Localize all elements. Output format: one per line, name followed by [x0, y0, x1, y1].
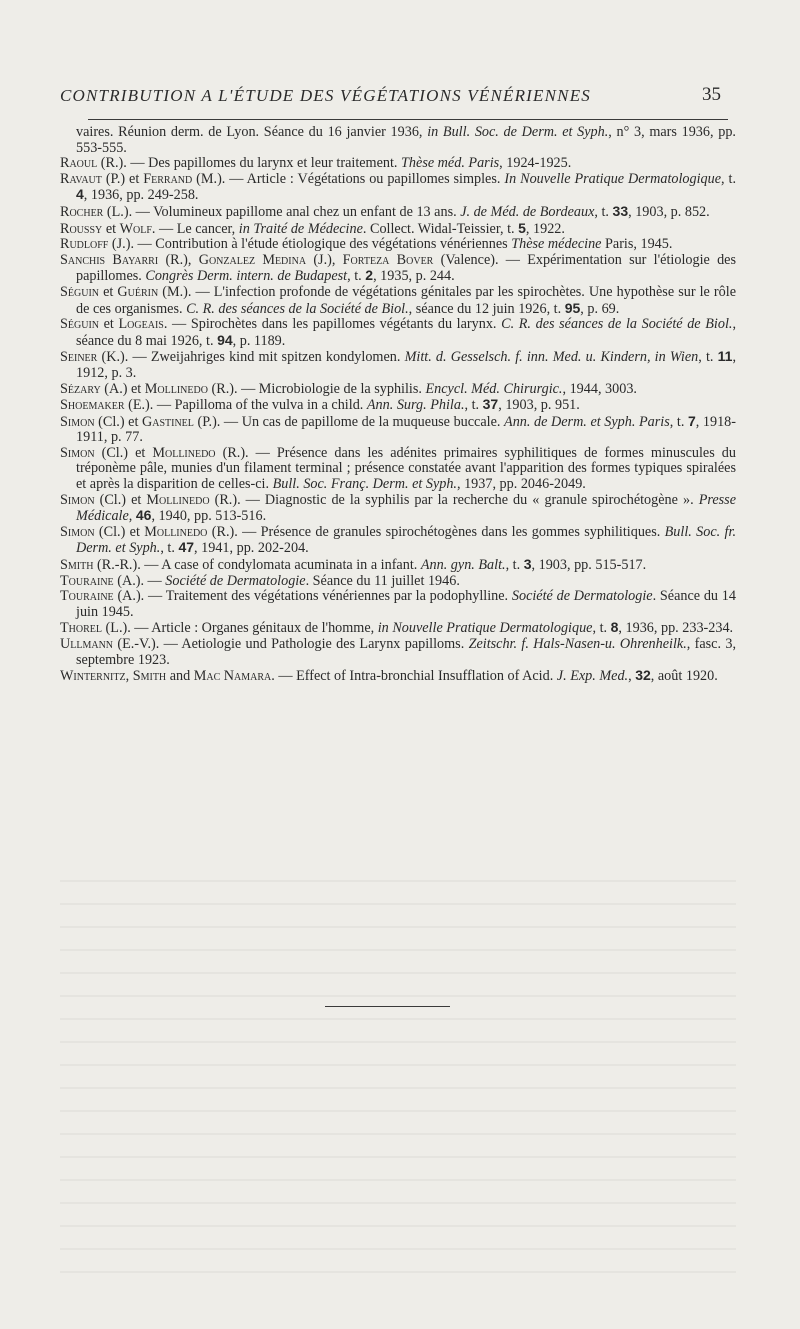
citation-text: (P.). — Un cas de papillome de la muqueuse buccale. [193, 413, 505, 430]
citation-text: , séance du 12 juin 1926, t. [408, 300, 565, 317]
citation-text: , 1944, 3003. [562, 380, 637, 397]
citation-text: . — Spirochètes dans les papillomes végétants du larynx. [163, 316, 502, 333]
reference-entry [60, 156, 736, 172]
citation-text: (Cl.) et [94, 491, 147, 508]
author-name: Shoemaker [60, 397, 125, 414]
citation-text: , 1903, pp. 515-517. [531, 557, 647, 574]
reference-entry [60, 349, 736, 381]
citation-text: et [102, 220, 120, 237]
bleed-through-texture [60, 880, 736, 1280]
volume-number: 94 [217, 331, 233, 348]
author-name: Winternitz [60, 668, 126, 685]
citation-text: , p. 69. [580, 300, 620, 317]
bibliography-list [60, 125, 736, 685]
publication-title: Bull. Soc. Franç. Derm. et Syph. [272, 476, 457, 493]
citation-text: , 1903, p. 852. [628, 203, 710, 220]
publication-title: Société de Dermatologie [511, 588, 653, 605]
author-name: Ullmann [60, 636, 114, 652]
author-name: Séguin [60, 316, 99, 333]
citation-text: (A.) et [100, 380, 145, 397]
publication-title: Ann. de Derm. et Syph. Paris [504, 413, 670, 430]
citation-text: (Cl.) et [94, 523, 145, 540]
volume-number: 7 [687, 412, 696, 429]
publication-title: Thèse méd. Paris [401, 155, 500, 172]
author-name: Ferrand [143, 170, 193, 187]
citation-text: (M.). — Article : Végétations ou papillomes simples. [192, 170, 505, 187]
author-name: Touraine [60, 572, 114, 589]
citation-text: (J.). — Contribution à l'étude étiologique des végétations vénériennes [108, 236, 512, 253]
citation-text: , t. [698, 349, 718, 366]
citation-text: , fasc. 3, septembre 1923. [76, 636, 736, 668]
citation-text: (R.). — Présence de granules spirochétogènes dans les gommes syphilitiques. [207, 523, 665, 540]
citation-text: , t. [464, 397, 483, 414]
author-name: Rudloff [60, 236, 109, 253]
author-name: Smith [60, 557, 94, 574]
citation-text: , 1941, pp. 202-204. [194, 540, 309, 557]
author-name: Raoul [60, 155, 98, 172]
header-rule [88, 119, 728, 120]
citation-text: (R.), [158, 251, 199, 268]
running-head-title: CONTRIBUTION A L'ÉTUDE DES VÉGÉTATIONS VÉNÉRIENNES [60, 86, 591, 105]
reference-entry [60, 221, 736, 238]
citation-text: (A.). — Traitement des végétations vénériennes par la podophylline. [113, 588, 512, 605]
citation-text: , [125, 668, 133, 685]
citation-text: (Cl.) et [94, 413, 142, 430]
author-name: Roussy [60, 220, 103, 237]
volume-number: 32 [635, 667, 651, 684]
author-name: Gonzalez Medina [198, 251, 307, 268]
citation-text: , p. 1189. [232, 332, 286, 349]
citation-text: . Séance du 11 juillet 1946. [305, 572, 460, 589]
volume-number: 4 [76, 186, 84, 203]
volume-number: 46 [135, 507, 152, 524]
citation-text: , t. [721, 170, 736, 187]
publication-title: Presse Médicale [76, 491, 737, 525]
citation-text: (Cl.) et [94, 444, 153, 461]
author-name: Mollinedo [144, 380, 208, 397]
author-name: Rocher [60, 203, 104, 220]
author-name: Simon [60, 413, 95, 430]
author-name: Simon [60, 491, 95, 508]
publication-title: Encycl. Méd. Chirurgic. [425, 380, 563, 397]
publication-title: C. R. des séances de la Société de Biol. [501, 316, 733, 333]
citation-text: , [128, 508, 136, 525]
reference-entry [60, 525, 736, 557]
author-name: Logeais [118, 316, 164, 333]
citation-text: vaires. Réunion derm. de Lyon. Séance du 16 janvier 1936, [76, 124, 428, 140]
citation-text: , [628, 668, 636, 685]
reference-entry [60, 557, 736, 574]
citation-text: et [99, 283, 118, 300]
author-name: Sanchis Bayarri [60, 251, 159, 268]
author-name: Simon [60, 444, 95, 461]
citation-text: , 1936, pp. 233-234. [618, 620, 734, 637]
citation-text: , t. [592, 620, 611, 637]
publication-title: Thèse médecine [511, 236, 602, 253]
publication-title: Mitt. d. Gesselsch. f. inn. Med. u. Kindern, in Wien [404, 349, 699, 366]
publication-title: in Bull. Soc. de Derm. et Syph. [427, 124, 609, 140]
citation-text: , t. [505, 557, 524, 574]
publication-title: Société de Dermatologie [165, 572, 306, 589]
citation-text: . — Effect of Intra-bronchial Insufflation of Acid. [271, 668, 557, 685]
end-rule [325, 1006, 450, 1007]
citation-text: , séance du 8 mai 1926, t. [76, 316, 736, 349]
reference-entry [60, 414, 736, 446]
publication-title: J. Exp. Med. [556, 668, 629, 685]
citation-text: (R.). — Présence dans les adénites primaires syphilitiques de formes minuscules du tréponème pâle, munies d'un filament terminal ; présence constatée avant l'apparition des formes typiques spiralées et après la disparition de celles-ci. [76, 444, 736, 493]
citation-text: , 1937, pp. 2046-2049. [456, 476, 586, 493]
reference-entry [60, 493, 736, 525]
publication-title: Zeitschr. f. Hals-Nasen-u. Ohrenheilk. [468, 636, 687, 652]
citation-text: (E.). — Papilloma of the vulva in a child. [124, 397, 367, 414]
reference-entry [60, 204, 736, 221]
author-name: Mollinedo [152, 444, 216, 461]
volume-number: 47 [178, 539, 195, 556]
reference-entry [60, 397, 736, 414]
citation-text: , 1935, p. 244. [373, 268, 455, 285]
reference-entry [60, 125, 736, 156]
author-name: Séguin [60, 283, 99, 300]
author-name: Gastinel [141, 413, 194, 430]
publication-title: Ann. Surg. Phila. [366, 397, 465, 414]
citation-text: . Séance du 14 juin 1945. [76, 588, 736, 620]
volume-number: 95 [564, 299, 581, 316]
reference-entry [60, 668, 736, 685]
citation-text: (A.). — [113, 572, 166, 589]
reference-entry [60, 574, 736, 590]
citation-text: and [166, 668, 194, 685]
citation-text: , t. [669, 413, 688, 430]
author-name: Thorel [60, 620, 102, 637]
reference-entry [60, 620, 736, 637]
citation-text: (L.). — Volumineux papillome anal chez un enfant de 13 ans. [103, 203, 461, 220]
reference-entry [60, 446, 736, 493]
volume-number: 8 [610, 619, 619, 636]
citation-text: , 1924-1925. [499, 155, 572, 172]
author-name: Wolf [119, 220, 152, 237]
reference-entry [60, 237, 736, 253]
citation-text: (Valence). — Expérimentation sur l'étiologie des papillomes. [76, 251, 736, 285]
citation-text: , t. [594, 203, 613, 220]
citation-text: (P.) et [101, 170, 144, 187]
reference-entry [60, 172, 736, 204]
publication-title: C. R. des séances de la Société de Biol. [186, 300, 409, 317]
author-name: Mollinedo [146, 491, 210, 508]
publication-title: J. de Méd. de Bordeaux [460, 203, 595, 220]
citation-text: (M.). — L'infection profonde de végétations génitales par les spirochètes. Une hypothèse sur le rôle de ces organismes. [76, 283, 736, 317]
volume-number: 33 [612, 202, 629, 219]
citation-text: (R.). — Des papillomes du larynx et leur traitement. [97, 155, 402, 172]
author-name: Simon [60, 523, 95, 540]
author-name: Touraine [60, 588, 114, 605]
volume-number: 2 [365, 267, 374, 284]
page-number: 35 [702, 84, 721, 105]
volume-number: 11 [717, 348, 733, 365]
publication-title: in Nouvelle Pratique Dermatologique [377, 620, 593, 637]
citation-text: (R.-R.). — A case of condylomata acuminata in a infant. [93, 557, 421, 574]
author-name: Forteza Bover [342, 251, 434, 268]
citation-text: (J.), [306, 251, 343, 268]
citation-text: . Collect. Widal-Teissier, t. [362, 220, 519, 237]
reference-entry [60, 317, 736, 349]
citation-text: (R.). — Diagnostic de la syphilis par la recherche du « granule spirochétogène ». [209, 491, 699, 508]
citation-text: , 1922. [525, 220, 565, 237]
author-name: Smith [132, 668, 167, 685]
reference-entry [60, 589, 736, 620]
volume-number: 37 [482, 396, 499, 413]
publication-title: Congrès Derm. intern. de Budapest [145, 268, 348, 285]
citation-text: (R.). — Microbiologie de la syphilis. [207, 380, 426, 397]
author-name: Guérin [117, 283, 159, 300]
author-name: Seiner [60, 349, 98, 366]
citation-text: , t. [347, 268, 366, 285]
reference-entry [60, 253, 736, 285]
citation-text: Paris, 1945. [601, 236, 673, 253]
publication-title: In Nouvelle Pratique Dermatologique [504, 170, 722, 187]
reference-entry [60, 382, 736, 398]
citation-text: et [99, 316, 119, 333]
reference-entry [60, 637, 736, 668]
citation-text: , 1918-1911, p. 77. [76, 413, 737, 446]
publication-title: in Traité de Médecine [238, 220, 363, 237]
citation-text: (E.-V.). — Aetiologie und Pathologie des Larynx papilloms. [113, 636, 469, 652]
citation-text: , n° 3, mars 1936, pp. 553-555. [76, 124, 736, 156]
volume-number: 3 [523, 556, 532, 573]
citation-text: , 1912, p. 3. [76, 349, 736, 381]
volume-number: 5 [518, 219, 526, 236]
author-name: Mollinedo [144, 523, 208, 540]
author-name: Mac Namara [193, 668, 272, 685]
citation-text: . — Le cancer, [151, 220, 239, 237]
citation-text: (L.). — Article : Organes génitaux de l'homme, [102, 620, 378, 637]
author-name: Sézary [60, 380, 101, 397]
citation-text: , 1903, p. 951. [498, 397, 580, 414]
citation-text: , t. [160, 540, 179, 557]
citation-text: , 1936, pp. 249-258. [83, 187, 199, 204]
citation-text: , 1940, pp. 513-516. [151, 508, 267, 525]
publication-title: Ann. gyn. Balt. [420, 557, 506, 574]
citation-text: (K.). — Zweijahriges kind mit spitzen kondylomen. [97, 349, 405, 366]
publication-title: Bull. Soc. fr. Derm. et Syph. [76, 523, 736, 557]
citation-text: , août 1920. [650, 668, 718, 685]
reference-entry [60, 285, 736, 317]
author-name: Ravaut [60, 170, 102, 187]
